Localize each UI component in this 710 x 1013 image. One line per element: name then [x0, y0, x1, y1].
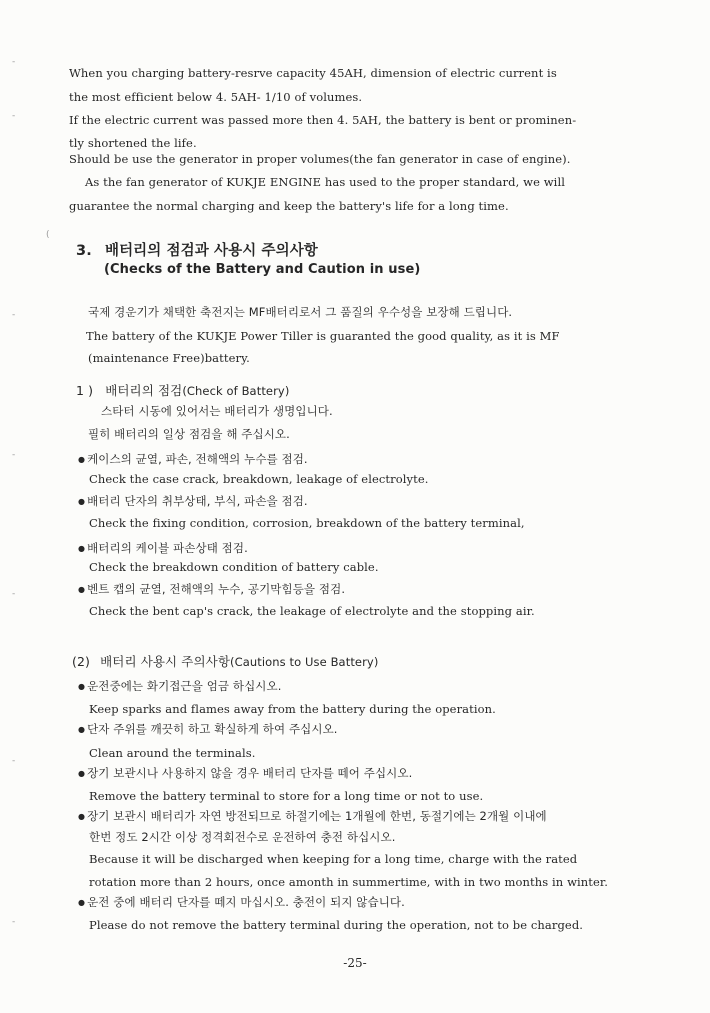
subsection-heading [72, 654, 378, 670]
subsection-number: (2) [72, 654, 91, 669]
intro-line: the most efficient below 4. 5AH- 1/10 of volumes. [69, 90, 363, 104]
caution-item-ko-cont: 한번 정도 2시간 이상 정격회전수로 운전하여 충전 하십시오. [89, 830, 396, 844]
intro-line: As the fan generator of KUKJE ENGINE has used to the proper standard, we will [85, 175, 566, 189]
check-item-en: Check the fixing condition, corrosion, breakdown of the battery terminal, [89, 516, 525, 530]
subsection-title-ko: 배터리 사용시 주의사항 [100, 654, 230, 669]
check-item-en: Check the bent cap's crack, the leakage of electrolyte and the stopping air. [89, 604, 535, 618]
subsection-number: 1 ) [76, 383, 94, 398]
page-number: -25- [343, 956, 367, 970]
margin-mark: - [12, 57, 16, 67]
intro-line: guarantee the normal charging and keep the battery's life for a long time. [69, 199, 509, 213]
caution-item-ko: ● 운전중에는 화기접근을 엄금 하십시오. [78, 679, 281, 695]
check-item-ko: ● 배터리 단자의 취부상태, 부식, 파손을 점검. [78, 494, 308, 510]
caution-item-en: Keep sparks and flames away from the battery during the operation. [89, 702, 496, 716]
section-heading [76, 242, 318, 260]
caution-item-en: Please do not remove the battery terminal during the operation, not to be charged. [89, 918, 584, 932]
section-title-ko: 배터리의 점검과 사용시 주의사항 [104, 243, 318, 259]
intro-line: When you charging battery-resrve capacity 45AH, dimension of electric current is [69, 66, 557, 80]
margin-mark: ( [46, 230, 50, 240]
subsection-title-ko: 배터리의 점검 [105, 383, 183, 398]
body-ko: 필히 배터리의 일상 점검을 해 주십시오. [88, 427, 290, 441]
subsection-title-en: (Cautions to Use Battery) [230, 655, 379, 669]
subsection-heading [76, 383, 289, 399]
check-item-ko: ● 배터리의 케이블 파손상태 점검. [78, 541, 248, 557]
caution-item-ko: ● 장기 보관시나 사용하지 않을 경우 배터리 단자를 떼어 주십시오. [78, 766, 412, 782]
check-item-ko: ● 케이스의 균열, 파손, 전해액의 누수를 점검. [78, 452, 308, 468]
section-number: 3. [76, 243, 92, 259]
caution-item-en: rotation more than 2 hours, once amonth in summertime, with in two months in winter. [89, 875, 609, 889]
check-item-en: Check the case crack, breakdown, leakage of electrolyte. [89, 472, 429, 486]
check-item-ko: ● 벤트 캡의 균열, 전해액의 누수, 공기막힘등을 점검. [78, 582, 345, 598]
caution-item-ko: ● 단자 주위를 깨끗히 하고 확실하게 하여 주십시오. [78, 722, 338, 738]
section-intro-en: (maintenance Free)battery. [88, 351, 250, 365]
caution-item-en: Remove the battery terminal to store for a long time or not to use. [89, 789, 484, 803]
section-intro-en: The battery of the KUKJE Power Tiller is guaranted the good quality, as it is MF [86, 329, 560, 343]
caution-item-en: Because it will be discharged when keeping for a long time, charge with the rated [89, 852, 578, 866]
intro-line: tly shortened the life. [69, 136, 197, 150]
caution-item-ko: ● 운전 중에 배터리 단자를 떼지 마십시오. 충전이 되지 않습니다. [78, 895, 405, 911]
margin-mark: - [12, 450, 16, 460]
margin-mark: - [12, 756, 16, 766]
margin-mark: - [12, 111, 16, 121]
margin-mark: - [12, 917, 16, 927]
section-intro-ko: 국제 경운기가 채택한 축전지는 MF배터리로서 그 품질의 우수성을 보장해 드립니다. [88, 305, 513, 319]
check-item-en: Check the breakdown condition of battery cable. [89, 560, 379, 574]
section-title-en: (Checks of the Battery and Caution in use) [104, 262, 421, 277]
subsection-title-en: (Check of Battery) [182, 384, 290, 398]
margin-mark: - [12, 589, 16, 599]
body-ko: 스타터 시동에 있어서는 배터리가 생명입니다. [101, 404, 333, 418]
intro-line: If the electric current was passed more then 4. 5AH, the battery is bent or prominen- [69, 113, 577, 127]
margin-mark: - [12, 310, 16, 320]
caution-item-ko: ● 장기 보관시 배터리가 자연 방전되므로 하절기에는 1개월에 한번, 동절기에는 2개월 이내에 [78, 809, 547, 825]
caution-item-en: Clean around the terminals. [89, 746, 256, 760]
intro-line: Should be use the generator in proper volumes(the fan generator in case of engine). [69, 152, 571, 166]
